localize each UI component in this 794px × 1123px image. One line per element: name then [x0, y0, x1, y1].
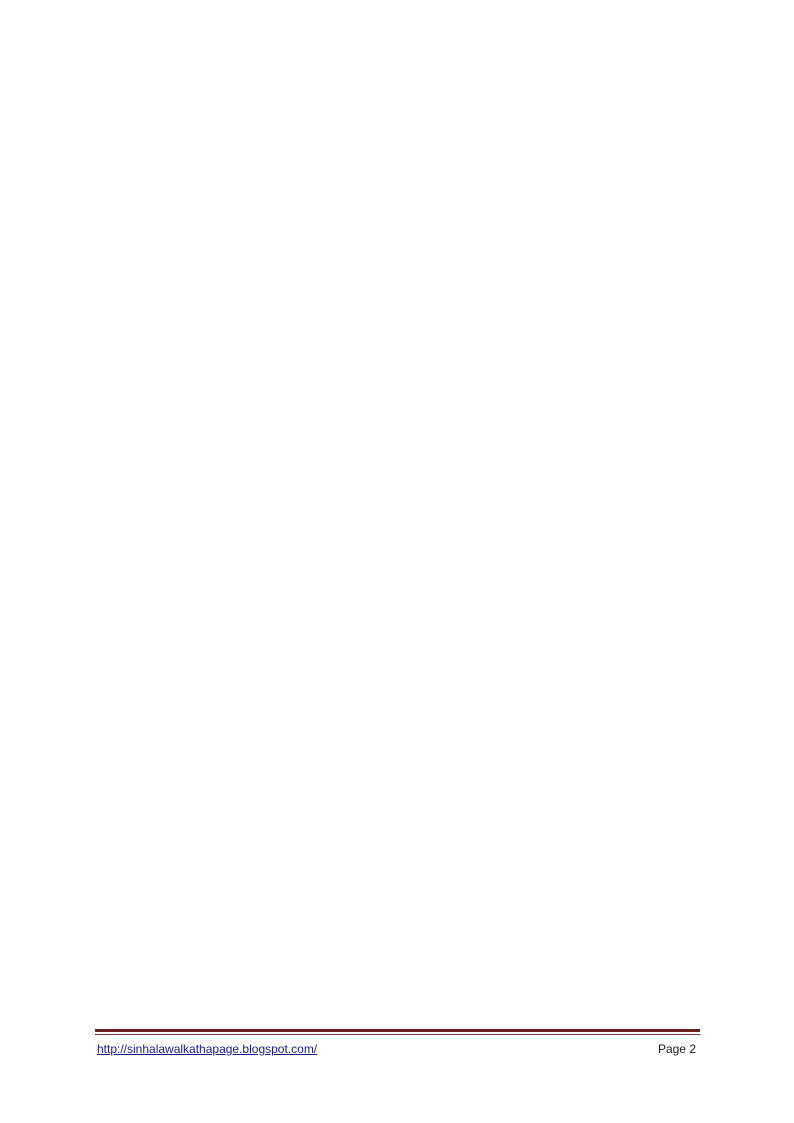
footer-divider-thin	[95, 1034, 700, 1035]
footer-link[interactable]: http://sinhalawalkathapage.blogspot.com/	[97, 1042, 318, 1056]
body-text	[100, 92, 695, 942]
footer-divider	[95, 1029, 700, 1032]
page-number: Page 2	[657, 1042, 696, 1056]
